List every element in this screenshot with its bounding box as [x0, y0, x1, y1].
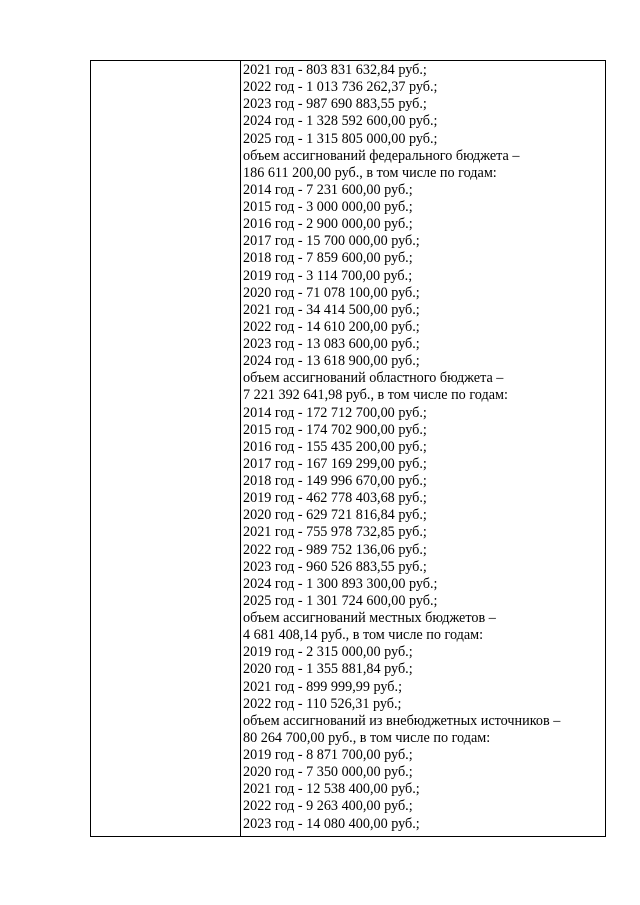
text-line: объем ассигнований из внебюджетных источников –	[243, 712, 561, 729]
text-line: 2020 год - 71 078 100,00 руб.;	[243, 284, 420, 301]
text-line: 2020 год - 7 350 000,00 руб.;	[243, 764, 413, 781]
table-content-cell	[241, 61, 605, 836]
text-line: 2021 год - 34 414 500,00 руб.;	[243, 301, 420, 318]
text-line: 2021 год - 755 978 732,85 руб.;	[243, 524, 427, 541]
text-line: 2023 год - 960 526 883,55 руб.;	[243, 558, 427, 575]
budget-table	[90, 60, 606, 837]
text-line: 2023 год - 13 083 600,00 руб.;	[243, 336, 420, 352]
text-line: 2023 год - 987 690 883,55 руб.;	[243, 96, 427, 113]
text-line: 4 681 408,14 руб., в том числе по годам:	[243, 627, 484, 644]
text-line: 2021 год - 12 538 400,00 руб.;	[243, 781, 420, 798]
text-line: 7 221 392 641,98 руб., в том числе по годам:	[243, 387, 508, 404]
text-line: объем ассигнований местных бюджетов –	[243, 610, 496, 626]
text-line: 2015 год - 174 702 900,00 руб.;	[243, 421, 427, 438]
text-line: 2019 год - 462 778 403,68 руб.;	[243, 490, 427, 507]
table-label-cell	[91, 61, 241, 836]
text-line: 2022 год - 9 263 400,00 руб.;	[243, 798, 413, 815]
text-line: 2024 год - 1 328 592 600,00 руб.;	[243, 113, 438, 130]
text-line: 2023 год - 14 080 400,00 руб.;	[243, 815, 420, 832]
text-line: 2019 год - 8 871 700,00 руб.;	[243, 747, 413, 763]
text-line: 2018 год - 7 859 600,00 руб.;	[243, 250, 413, 267]
text-line: 186 611 200,00 руб., в том числе по годам:	[243, 164, 497, 181]
text-line: 2025 год - 1 301 724 600,00 руб.;	[243, 592, 438, 609]
text-line: объем ассигнований федерального бюджета –	[243, 147, 520, 164]
text-line: 80 264 700,00 руб., в том числе по годам:	[243, 729, 491, 746]
text-line: 2020 год - 1 355 881,84 руб.;	[243, 661, 413, 678]
text-line: 2025 год - 1 315 805 000,00 руб.;	[243, 130, 438, 147]
text-line: 2024 год - 1 300 893 300,00 руб.;	[243, 575, 438, 592]
text-line: 2016 год - 2 900 000,00 руб.;	[243, 216, 413, 233]
text-line: 2014 год - 172 712 700,00 руб.;	[243, 404, 427, 421]
text-line: объем ассигнований областного бюджета –	[243, 370, 504, 387]
text-line: 2018 год - 149 996 670,00 руб.;	[243, 473, 427, 489]
text-line: 2019 год - 3 114 700,00 руб.;	[243, 267, 413, 284]
text-line: 2014 год - 7 231 600,00 руб.;	[243, 181, 413, 198]
text-line: 2022 год - 110 526,31 руб.;	[243, 695, 402, 712]
text-line: 2021 год - 899 999,99 руб.;	[243, 678, 403, 695]
text-line: 2019 год - 2 315 000,00 руб.;	[243, 644, 413, 661]
text-line: 2022 год - 989 752 136,06 руб.;	[243, 541, 427, 558]
text-line: 2017 год - 167 169 299,00 руб.;	[243, 455, 427, 472]
text-line: 2020 год - 629 721 816,84 руб.;	[243, 507, 427, 524]
text-line: 2015 год - 3 000 000,00 руб.;	[243, 199, 413, 215]
text-line: 2024 год - 13 618 900,00 руб.;	[243, 353, 420, 370]
text-line: 2017 год - 15 700 000,00 руб.;	[243, 233, 420, 250]
text-line: 2022 год - 14 610 200,00 руб.;	[243, 318, 420, 335]
text-line: 2021 год - 803 831 632,84 руб.;	[243, 62, 427, 78]
text-line: 2016 год - 155 435 200,00 руб.;	[243, 438, 427, 455]
text-line: 2022 год - 1 013 736 262,37 руб.;	[243, 79, 438, 96]
